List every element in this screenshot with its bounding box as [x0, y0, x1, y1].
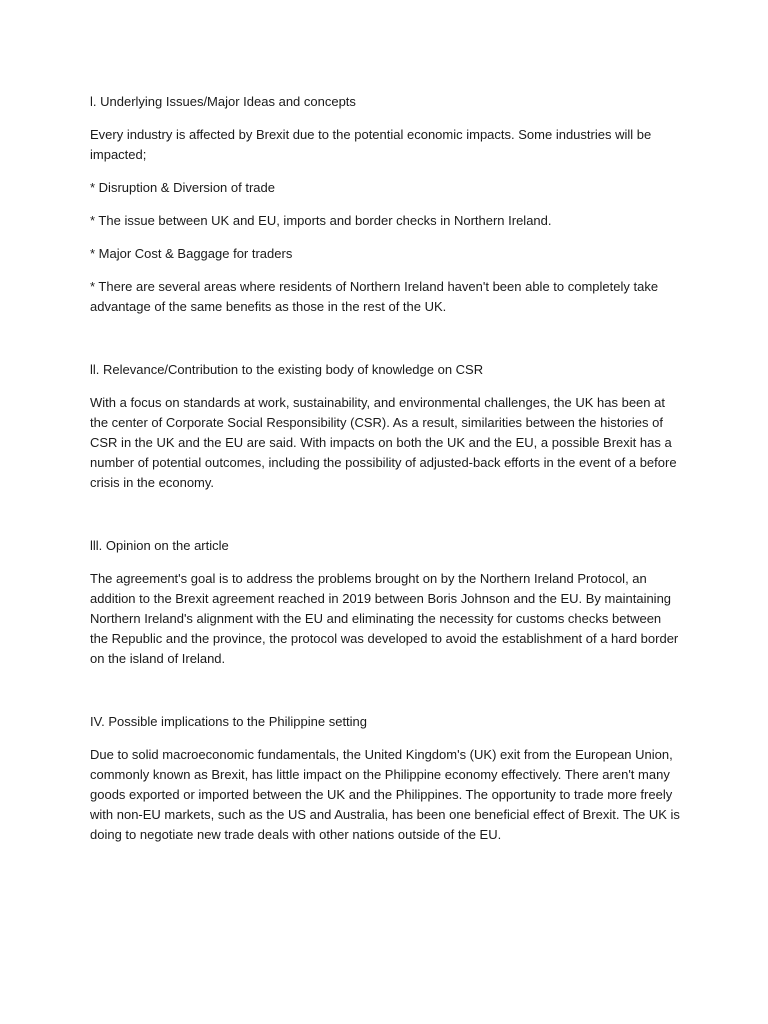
- section-heading: lll. Opinion on the article: [90, 538, 229, 553]
- bullet-item: * The issue between UK and EU, imports and border checks in Northern Ireland.: [90, 213, 552, 228]
- section-heading: ll. Relevance/Contribution to the existing body of knowledge on CSR: [90, 362, 484, 377]
- paragraph: The agreement's goal is to address the problems brought on by the Northern Ireland Protocol, an addition to the Brexit agreement reached in 2019 between Boris Johnson and the EU. By maintaining Northern Ireland's alignment with the EU and eliminating the necessity for customs checks between the Republic and the province, the protocol was developed to avoid the establishment of a hard border on the island of Ireland.: [90, 571, 679, 666]
- paragraph: With a focus on standards at work, sustainability, and environmental challenges, the UK has been at the center of Corporate Social Responsibility (CSR). As a result, similarities between the histories of CSR in the UK and the EU are said. With impacts on both the UK and the EU, a possible Brexit has a number of potential outcomes, including the possibility of adjusted-back efforts in the event of a before crisis in the economy.: [90, 395, 677, 490]
- paragraph: Every industry is affected by Brexit due to the potential economic impacts. Some industries will be impacted;: [90, 127, 652, 162]
- section-heading: IV. Possible implications to the Philippine setting: [90, 714, 368, 729]
- section-philippine-implications: [90, 712, 682, 845]
- section-underlying-issues: [90, 92, 682, 317]
- section-spacer: [90, 682, 682, 712]
- section-spacer: [90, 506, 682, 536]
- document-page: [90, 92, 682, 858]
- bullet-item: * Disruption & Diversion of trade: [90, 180, 275, 195]
- section-opinion: [90, 536, 682, 669]
- bullet-item: * Major Cost & Baggage for traders: [90, 246, 293, 261]
- section-spacer: [90, 330, 682, 360]
- paragraph: Due to solid macroeconomic fundamentals, the United Kingdom's (UK) exit from the European Union, commonly known as Brexit, has little impact on the Philippine economy effectively. There aren't many goods exported or imported between the UK and the Philippines. The opportunity to trade more freely with non-EU markets, such as the US and Australia, has been one beneficial effect of Brexit. The UK is doing to negotiate new trade deals with other nations outside of the EU.: [90, 747, 680, 842]
- bullet-item: * There are several areas where residents of Northern Ireland haven't been able to completely take advantage of the same benefits as those in the rest of the UK.: [90, 279, 659, 314]
- section-heading: l. Underlying Issues/Major Ideas and concepts: [90, 94, 356, 109]
- section-relevance-csr: [90, 360, 682, 493]
